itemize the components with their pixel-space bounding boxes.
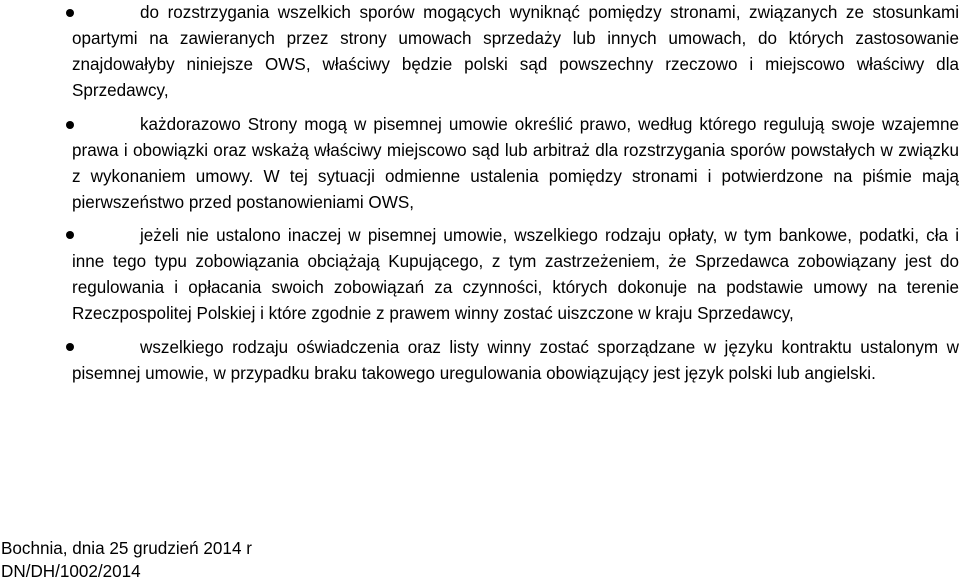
list-item <box>72 223 959 327</box>
bullet-icon <box>66 231 74 239</box>
bullet-icon <box>66 121 74 129</box>
document-footer <box>1 537 252 583</box>
bullet-icon <box>66 343 74 351</box>
place-date: Bochnia, dnia 25 grudzień 2014 r <box>1 539 252 558</box>
list-item <box>72 335 959 387</box>
list-item <box>72 0 959 104</box>
list-item-text: do rozstrzygania wszelkich sporów mogących wyniknąć pomiędzy stronami, związanych ze stosunkami opartymi na zawieranych przez strony umowach sprzedaży lub innych umowach, do których zastosowanie znajdowałyby niniejsze OWS, właściwy będzie polski sąd powszechny rzeczowo i miejscowo właściwy dla Sprzedawcy, <box>72 3 959 100</box>
list-item-text: jeżeli nie ustalono inaczej w pisemnej umowie, wszelkiego rodzaju opłaty, w tym bankowe, podatki, cła i inne tego typu zobowiązania obciążają Kupującego, z tym zastrzeżeniem, że Sprzedawca zobowiązany jest do regulowania i opłacania swoich zobowiązań za czynności, których dokonuje na podstawie umowy na terenie Rzeczpospolitej Polskiej i które zgodnie z prawem winny zostać uiszczone w kraju Sprzedawcy, <box>72 226 959 323</box>
list-item <box>72 112 959 216</box>
list-item-text: każdorazowo Strony mogą w pisemnej umowie określić prawo, według którego regulują swoje wzajemne prawa i obowiązki oraz wskażą właściwy miejscowo sąd lub arbitraż dla rozstrzygania sporów powstałych w związku z wykonaniem umowy. W tej sytuacji odmienne ustalenia pomiędzy stronami i potwierdzone na piśmie mają pierwszeństwo przed postanowieniami OWS, <box>72 115 959 212</box>
document-reference: DN/DH/1002/2014 <box>1 562 141 581</box>
bullet-list <box>72 0 959 387</box>
bullet-icon <box>66 9 74 17</box>
list-item-text: wszelkiego rodzaju oświadczenia oraz listy winny zostać sporządzane w języku kontraktu ustalonym w pisemnej umowie, w przypadku braku takowego uregulowania obowiązujący jest język polski lub angielski. <box>72 338 959 383</box>
